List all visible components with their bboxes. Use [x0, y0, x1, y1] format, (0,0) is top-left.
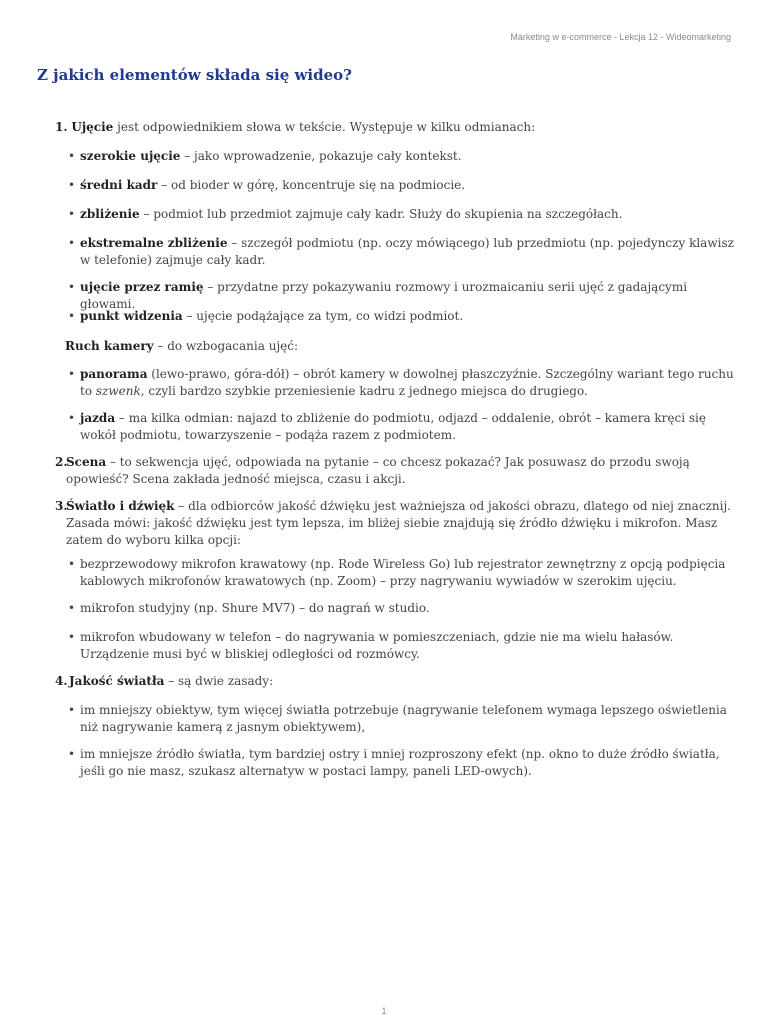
list-item: mikrofon wbudowany w telefon – do nagrywania w pomieszczeniach, gdzie nie ma wielu hałasów. Urządzenie musi być w bliskiej odległości od rozmówcy. — [80, 630, 674, 661]
bullet-icon: • — [68, 601, 76, 615]
bullet-icon: • — [68, 236, 76, 250]
bullet-icon: • — [68, 280, 76, 294]
section-title: Z jakich elementów składa się wideo? — [37, 66, 352, 84]
term: Ujęcie — [71, 120, 114, 134]
bullet-icon: • — [68, 367, 76, 381]
bullet-icon: • — [68, 178, 76, 192]
camera-movement-heading: Ruch kamery – do wzbogacania ujęć: — [65, 339, 299, 353]
list-item-swiatlo-i-dzwiek: Światło i dźwięk – dla odbiorców jakość dźwięku jest ważniejsza od jakości obrazu, dlatego od niej znacznij. Zasada mówi: jakość dźwięku jest tym lepsza, im bliżej siebie znajdują się źródło dźwięku i mikrofon. Masz zatem do wyboru kilka opcji: — [66, 499, 731, 547]
list-item-jakosc-swiatla: Jakość światła – są dwie zasady: — [69, 674, 274, 688]
bullet-icon: • — [68, 149, 76, 163]
bullet-icon: • — [68, 557, 76, 571]
list-item: ekstremalne zbliżenie – szczegół podmiotu (np. oczy mówiącego) lub przedmiotu (np. pojedynczy klawisz w telefonie) zajmuje cały kadr. — [80, 236, 734, 267]
list-number: 4. — [55, 674, 68, 688]
bullet-icon: • — [68, 703, 76, 717]
list-item: jazda – ma kilka odmian: najazd to zbliżenie do podmiotu, odjazd – oddalenie, obrót – kamera kręci się wokół podmiotu, towarzyszenie – podąża razem z podmiotem. — [80, 411, 706, 442]
list-item: szerokie ujęcie – jako wprowadzenie, pokazuje cały kontekst. — [80, 149, 462, 163]
list-item: zbliżenie – podmiot lub przedmiot zajmuje cały kadr. Służy do skupienia na szczegółach. — [80, 207, 623, 221]
document-header: Marketing w e-commerce - Lekcja 12 - Wideomarketing — [510, 32, 731, 42]
list-item: ujęcie przez ramię – przydatne przy pokazywaniu rozmowy i urozmaicaniu serii ujęć z gadającymi głowami. — [80, 280, 688, 311]
page-number: 1 — [381, 1006, 387, 1016]
list-item: bezprzewodowy mikrofon krawatowy (np. Rode Wireless Go) lub rejestrator zewnętrzny z opcją podpięcia kablowych mikrofonów krawatowych (np. Zoom) – przy nagrywaniu wywiadów w szerokim ujęciu. — [80, 557, 726, 588]
bullet-icon: • — [68, 309, 76, 323]
list-number: 1. — [55, 120, 68, 134]
bullet-icon: • — [68, 747, 76, 761]
bullet-icon: • — [68, 630, 76, 644]
list-item-scena: Scena – to sekwencja ujęć, odpowiada na pytanie – co chcesz pokazać? Jak posuwasz do przodu swoją opowieść? Scena zakłada jedność miejsca, czasu i akcji. — [66, 455, 690, 486]
list-item: mikrofon studyjny (np. Shure MV7) – do nagrań w studio. — [80, 601, 430, 615]
list-item: im mniejsze źródło światła, tym bardziej ostry i mniej rozproszony efekt (np. okno to duże źródło światła, jeśli go nie masz, szukasz alternatyw w postaci lampy, paneli LED-owych). — [80, 747, 720, 778]
list-number: 2. — [55, 455, 68, 469]
list-item: punkt widzenia – ujęcie podążające za tym, co widzi podmiot. — [80, 309, 464, 323]
bullet-icon: • — [68, 411, 76, 425]
list-item: im mniejszy obiektyw, tym więcej światła potrzebuje (nagrywanie telefonem wymaga lepszego oświetlenia niż nagrywanie kamerą z jasnym obiektywem), — [80, 703, 727, 734]
list-number: 3. — [55, 499, 68, 513]
bullet-icon: • — [68, 207, 76, 221]
list-item: panorama (lewo-prawo, góra-dół) – obrót kamery w dowolnej płaszczyźnie. Szczególny wariant tego ruchu to szwenk, czyli bardzo szybkie przeniesienie kadru z jednego miejsca do drugiego. — [80, 367, 734, 398]
list-item-ujecie: 1. Ujęcie jest odpowiednikiem słowa w tekście. Występuje w kilku odmianach: — [55, 120, 536, 134]
list-item: średni kadr – od bioder w górę, koncentruje się na podmiocie. — [80, 178, 466, 192]
